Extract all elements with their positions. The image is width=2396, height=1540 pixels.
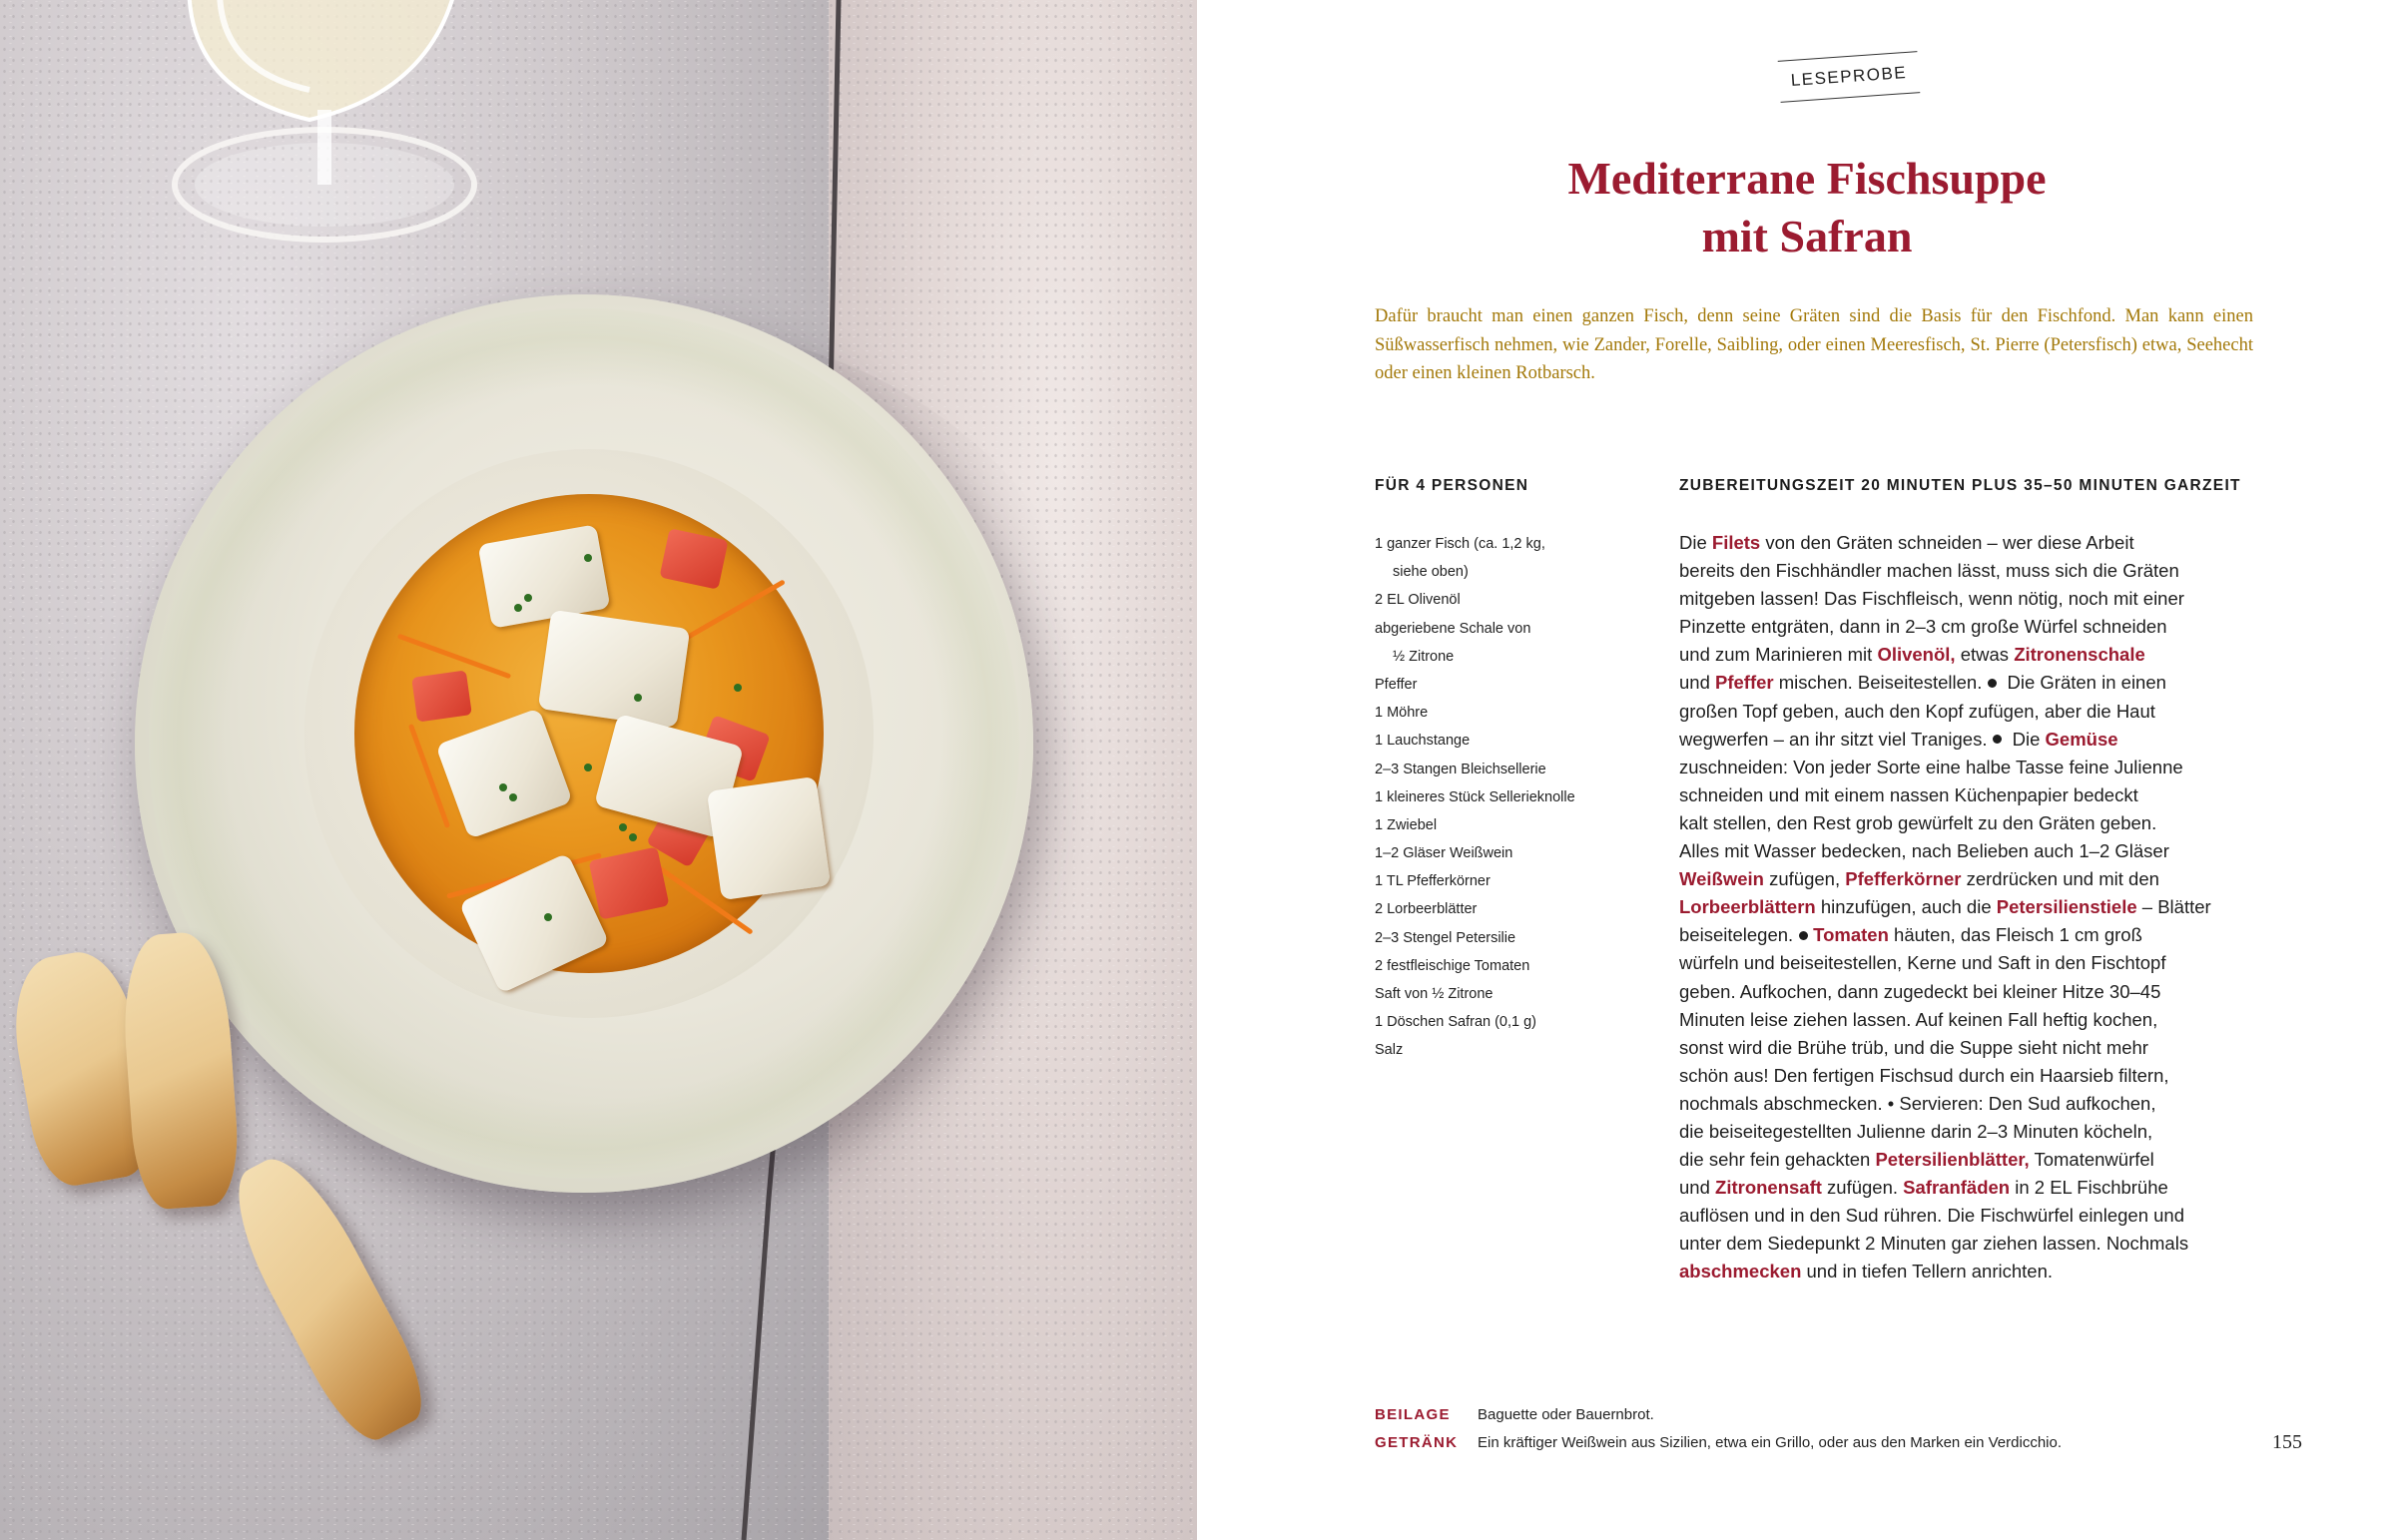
highlight-ingredient: Pfefferkörner bbox=[1845, 868, 1962, 890]
method-line bbox=[1679, 669, 2228, 697]
method-line bbox=[1679, 529, 2228, 557]
method-line: die beiseitegestellten Julienne darin 2–3 Minuten köcheln, bbox=[1679, 1120, 2153, 1142]
method-line bbox=[1679, 893, 2228, 921]
ingredient-item: 2 Lorbeerblätter bbox=[1375, 901, 1478, 918]
ingredient-item: 2–3 Stengel Petersilie bbox=[1375, 929, 1516, 946]
method-line: Pinzette entgräten, dann in 2–3 cm große Würfel schneiden bbox=[1679, 616, 2167, 638]
parsley bbox=[584, 764, 592, 771]
method-text-run: zufügen, bbox=[1763, 868, 1846, 890]
method-line: geben. Aufkochen, dann zugedeckt bei kleiner Hitze 30–45 bbox=[1679, 980, 2161, 1002]
method-text-run: Die Gräten in einen bbox=[2002, 672, 2166, 694]
method-text-run: – Blätter bbox=[2136, 896, 2211, 918]
ingredient-item: ½ Zitrone bbox=[1393, 648, 1455, 665]
ingredient-item: Saft von ½ Zitrone bbox=[1375, 986, 1494, 1002]
method-text-run: beiseitelegen. bbox=[1679, 924, 1794, 946]
method-line bbox=[1679, 1146, 2228, 1174]
method-text-run: Tomatenwürfel bbox=[2029, 1149, 2154, 1171]
method-text-run: mischen. Beiseitestellen. bbox=[1773, 672, 1983, 694]
drink-text: Ein kräftiger Weißwein aus Sizilien, etwa ein Grillo, oder aus den Marken ein Verdicchio. bbox=[1478, 1434, 2062, 1451]
parsley bbox=[499, 783, 507, 791]
method-line: mitgeben lassen! Das Fischfleisch, wenn nötig, noch mit einer bbox=[1679, 588, 2184, 610]
side-dish-row bbox=[1375, 1406, 1654, 1423]
plate-well bbox=[304, 449, 874, 1018]
parsley bbox=[634, 694, 642, 702]
highlight-ingredient: Olivenöl, bbox=[1877, 644, 1956, 666]
bullet-icon bbox=[1988, 679, 1997, 688]
method-text-run: von den Gräten schneiden – wer diese Arbeit bbox=[1760, 532, 2134, 553]
drink-row bbox=[1375, 1434, 2062, 1451]
method-line: großen Topf geben, auch den Kopf zufügen, aber die Haut bbox=[1679, 700, 2155, 722]
ingredient-item: Pfeffer bbox=[1375, 676, 1418, 693]
ingredient-item: 1 Döschen Safran (0,1 g) bbox=[1375, 1014, 1537, 1031]
highlight-ingredient: Safranfäden bbox=[1903, 1177, 2011, 1199]
parsley bbox=[509, 793, 517, 801]
method-line: Alles mit Wasser bedecken, nach Belieben auch 1–2 Gläser bbox=[1679, 840, 2169, 862]
method-text-run: wegwerfen – an ihr sitzt viel Traniges. bbox=[1679, 728, 1988, 750]
ingredient-item: 1–2 Gläser Weißwein bbox=[1375, 845, 1513, 862]
method-line bbox=[1679, 1258, 2228, 1285]
recipe-title bbox=[1398, 150, 2216, 265]
method-line: zuschneiden: Von jeder Sorte eine halbe Tasse feine Julienne bbox=[1679, 756, 2183, 777]
page-number: 155 bbox=[2272, 1431, 2302, 1453]
fish-cube bbox=[458, 852, 609, 993]
parsley bbox=[619, 823, 627, 831]
fish-cube bbox=[478, 524, 611, 629]
parsley bbox=[734, 684, 742, 692]
highlight-ingredient: Filets bbox=[1711, 532, 1761, 553]
ingredient-item: 2–3 Stangen Bleichsellerie bbox=[1375, 761, 1546, 777]
ingredient-item: 1 kleineres Stück Sellerieknolle bbox=[1375, 788, 1575, 805]
method-text-run: und bbox=[1679, 672, 1716, 694]
ingredient-item: abgeriebene Schale von bbox=[1375, 620, 1531, 637]
soup-plate bbox=[135, 294, 1033, 1193]
recipe-intro: Dafür braucht man einen ganzen Fisch, denn seine Gräten sind die Basis für den Fischfond. Man kann einen Süßwasserfisch nehmen, wie Zander, Forelle, Saibling, oder einen Meeresfisch, St. Pierre (Petersfisch) etwa, Seehecht oder einen kleinen Rotbarsch. bbox=[1375, 306, 2253, 383]
highlight-ingredient: abschmecken bbox=[1679, 1261, 1802, 1283]
method-line: sonst wird die Brühe trüb, und die Suppe sieht nicht mehr bbox=[1679, 1036, 2148, 1058]
method-line bbox=[1679, 641, 2228, 669]
ingredient-list bbox=[1375, 530, 1634, 1065]
method-line: Minuten leise ziehen lassen. Auf keinen Fall heftig kochen, bbox=[1679, 1008, 2158, 1030]
title-line: Mediterrane Fischsuppe bbox=[1567, 153, 2047, 204]
method-text-run: und in tiefen Tellern anrichten. bbox=[1801, 1261, 2054, 1283]
method-line bbox=[1679, 921, 2228, 949]
method-line: nochmals abschmecken. • Servieren: Den Sud aufkochen, bbox=[1679, 1092, 2156, 1114]
method-line: kalt stellen, den Rest grob gewürfelt zu den Gräten geben. bbox=[1679, 811, 2157, 833]
side-dish-text: Baguette oder Bauernbrot. bbox=[1478, 1406, 1654, 1423]
highlight-ingredient: Petersilienblätter, bbox=[1875, 1149, 2030, 1171]
method-text-run: und bbox=[1679, 1177, 1716, 1199]
highlight-ingredient: Pfeffer bbox=[1715, 672, 1774, 694]
ingredient-item: 1 TL Pfefferkörner bbox=[1375, 873, 1491, 890]
title-line: mit Safran bbox=[1701, 211, 1913, 261]
method-line: schneiden und mit einem nassen Küchenpapier bedeckt bbox=[1679, 783, 2138, 805]
bullet-icon bbox=[1799, 931, 1808, 940]
bullet-icon bbox=[1993, 735, 2002, 744]
parsley bbox=[524, 594, 532, 602]
fish-cube bbox=[538, 610, 691, 729]
highlight-ingredient: Tomaten bbox=[1813, 924, 1889, 946]
highlight-ingredient: Lorbeerblättern bbox=[1679, 896, 1816, 918]
method-text-run: etwas bbox=[1955, 644, 2015, 666]
food-photo bbox=[0, 0, 1197, 1540]
tomato-cube bbox=[589, 846, 670, 919]
method-text bbox=[1679, 529, 2228, 1286]
leseprobe-badge: LESEPROBE bbox=[1778, 51, 1921, 103]
tomato-cube bbox=[659, 528, 728, 589]
ingredient-item: 2 EL Olivenöl bbox=[1375, 592, 1461, 609]
ingredient-item: 1 Lauchstange bbox=[1375, 733, 1471, 750]
method-line: unter dem Siedepunkt 2 Minuten gar ziehen lassen. Nochmals bbox=[1679, 1233, 2189, 1255]
method-text-run: in 2 EL Fischbrühe bbox=[2010, 1177, 2168, 1199]
fish-soup bbox=[354, 494, 824, 973]
method-text-run: Die bbox=[2007, 728, 2046, 750]
drink-label: GETRÄNK bbox=[1375, 1434, 1459, 1451]
method-text-run: zufügen. bbox=[1821, 1177, 1904, 1199]
method-line bbox=[1679, 865, 2228, 893]
fish-cube bbox=[707, 776, 831, 900]
ingredient-item: 2 festfleischige Tomaten bbox=[1375, 957, 1530, 974]
parsley bbox=[584, 554, 592, 562]
ingredient-item: 1 Möhre bbox=[1375, 705, 1429, 722]
ingredient-item: Salz bbox=[1375, 1042, 1404, 1059]
wine-glass bbox=[160, 0, 489, 269]
carrot-julienne bbox=[408, 724, 450, 828]
method-text-run: die sehr fein gehackten bbox=[1679, 1149, 1876, 1171]
tomato-cube bbox=[411, 670, 472, 722]
method-line: bereits den Fischhändler machen lässt, muss sich die Gräten bbox=[1679, 560, 2179, 582]
highlight-ingredient: Petersilienstiele bbox=[1996, 896, 2137, 918]
method-line: würfeln und beiseitestellen, Kerne und Saft in den Fischtopf bbox=[1679, 952, 2166, 974]
highlight-ingredient: Zitronenschale bbox=[2014, 644, 2145, 666]
method-text-run: hinzufügen, auch die bbox=[1815, 896, 1997, 918]
parsley bbox=[514, 604, 522, 612]
parsley bbox=[544, 913, 552, 921]
parsley bbox=[629, 833, 637, 841]
method-line: auflösen und in den Sud rühren. Die Fischwürfel einlegen und bbox=[1679, 1205, 2184, 1227]
method-text-run: Die bbox=[1679, 532, 1712, 553]
highlight-ingredient: Zitronensaft bbox=[1715, 1177, 1822, 1199]
method-line bbox=[1679, 1174, 2228, 1202]
method-text-run: zerdrücken und mit den bbox=[1961, 868, 2159, 890]
side-dish-label: BEILAGE bbox=[1375, 1406, 1451, 1423]
fish-cube bbox=[435, 708, 573, 839]
ingredient-item: 1 ganzer Fisch (ca. 1,2 kg, bbox=[1375, 536, 1545, 552]
time-heading: ZUBEREITUNGSZEIT 20 MINUTEN PLUS 35–50 MINUTEN GARZEIT bbox=[1679, 477, 2241, 494]
highlight-ingredient: Weißwein bbox=[1679, 868, 1764, 890]
highlight-ingredient: Gemüse bbox=[2045, 728, 2118, 750]
method-line: schön aus! Den fertigen Fischsud durch ein Haarsieb filtern, bbox=[1679, 1064, 2169, 1086]
method-text-run: häuten, das Fleisch 1 cm groß bbox=[1888, 924, 2142, 946]
method-text-run: und zum Marinieren mit bbox=[1679, 644, 1878, 666]
ingredient-item: siehe oben) bbox=[1393, 564, 1469, 581]
servings-heading: FÜR 4 PERSONEN bbox=[1375, 477, 1529, 494]
method-line bbox=[1679, 726, 2228, 754]
ingredient-item: 1 Zwiebel bbox=[1375, 816, 1438, 833]
